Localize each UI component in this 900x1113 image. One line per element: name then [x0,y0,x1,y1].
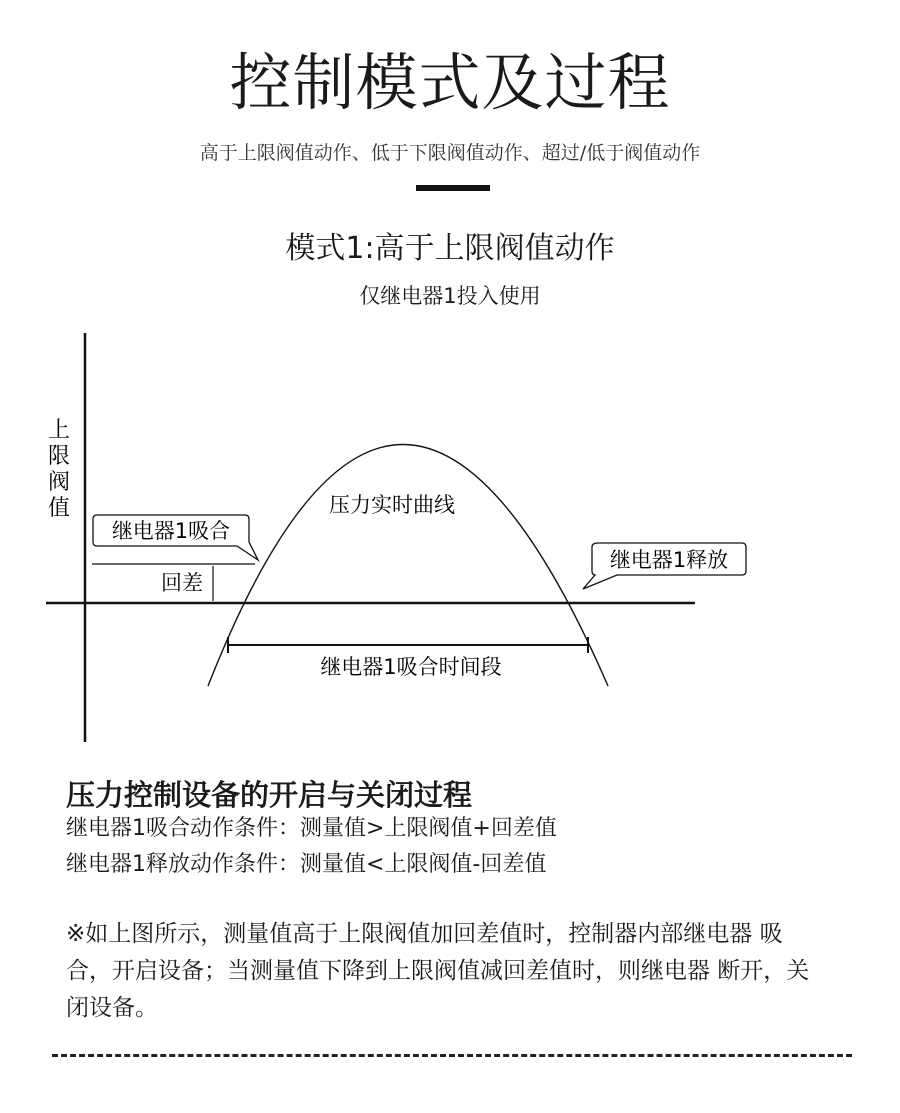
explanation-note: ※如上图所示，测量值高于上限阀值加回差值时，控制器内部继电器 吸合，开启设备；当测量值下降到上限阀值减回差值时，则继电器 断开，关闭设备。 [66,921,810,1021]
y-axis-label-char: 阀 [47,470,71,495]
hysteresis-label: 回差 [161,571,203,595]
relay-off-condition: 继电器1释放动作条件：测量值<上限阀值-回差值 [66,852,547,877]
mode-subtitle: 仅继电器1投入使用 [359,284,541,308]
process-heading: 压力控制设备的开启与关闭过程 [66,778,473,812]
page-title: 控制模式及过程 [229,46,671,119]
interval-label: 继电器1吸合时间段 [320,655,502,679]
pressure-curve [208,445,608,687]
relay-on-condition: 继电器1吸合动作条件：测量值>上限阀值+回差值 [66,816,557,841]
y-axis-label-char: 上 [47,418,71,443]
bottom-dashed-divider [52,1054,852,1057]
y-axis-label-char: 限 [47,444,71,469]
relay-on-label: 继电器1吸合 [111,519,231,543]
curve-label: 压力实时曲线 [329,493,455,517]
relay-off-label: 继电器1释放 [609,548,729,572]
mode-title: 模式1:高于上限阀值动作 [285,231,615,266]
y-axis-label-char: 值 [47,496,71,521]
page-subtitle: 高于上限阀值动作、低于下限阀值动作、超过/低于阀值动作 [199,142,701,164]
